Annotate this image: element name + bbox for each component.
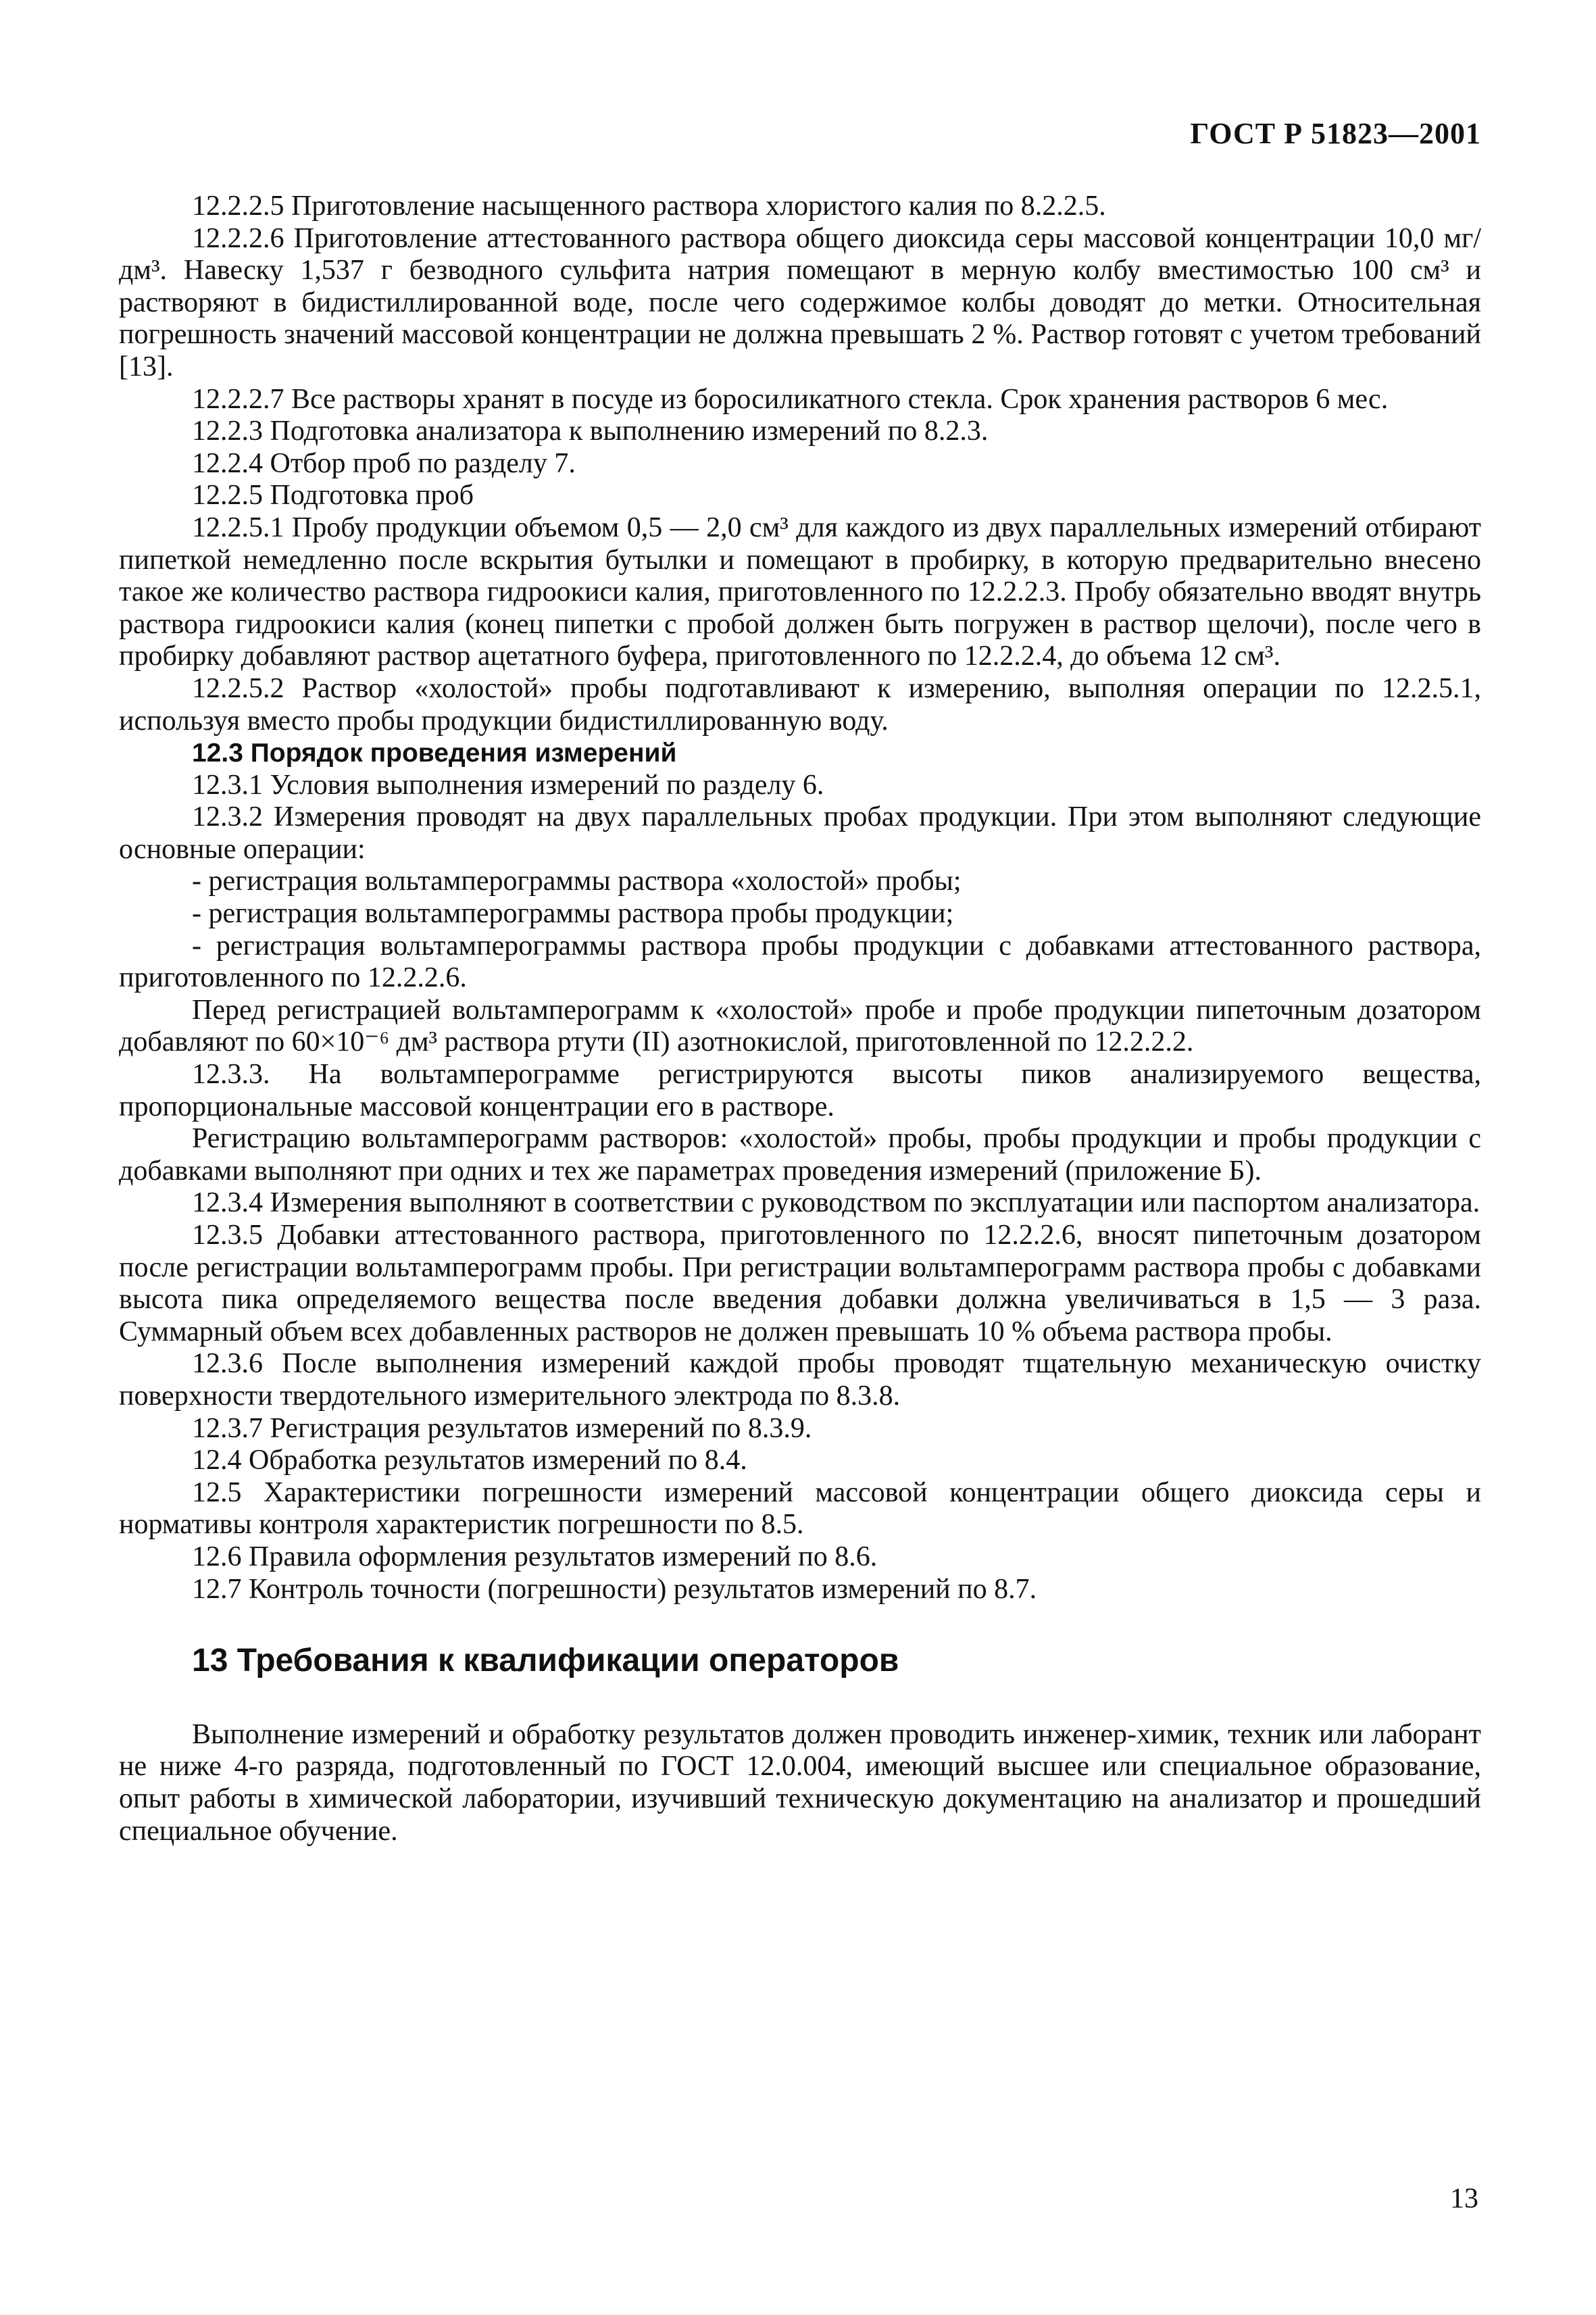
paragraph-12-3-2: 12.3.2 Измерения проводят на двух параллельных пробах продукции. При этом выполняют следующие основные операции: [119,801,1481,865]
section-title-13: 13 Требования к квалификации операторов [192,1643,899,1679]
paragraph-12-4: 12.4 Обработка результатов измерений по 8.4. [192,1445,747,1476]
paragraph-registration-parameters: Регистрацию вольтамперограмм растворов: «холостой» пробы, пробы продукции и пробы продукции с добавками выполняют при одних и тех же параметрах проведения измерений (приложение Б). [119,1123,1481,1187]
list-item-sample-with-additions: - регистрация вольтамперограммы раствора пробы продукции с добавками аттестованного раствора, приготовленного по 12.2.2.6. [119,930,1481,994]
document-standard-id: ГОСТ Р 51823—2001 [1190,117,1481,150]
paragraph-section-13: Выполнение измерений и обработку результатов должен проводить инженер-химик, техник или лаборант не ниже 4-го разряда, подготовленный по ГОСТ 12.0.004, имеющий высшее или специальное образование, опыт работы в химической лаборатории, изучивший техническую документацию на анализатор и прошедший специальное обучение. [119,1718,1481,1847]
list-item-product-sample: - регистрация вольтамперограммы раствора пробы продукции; [192,898,954,930]
document-body [119,191,1481,1847]
paragraph-12-2-5-2: 12.2.5.2 Раствор «холостой» пробы подготавливают к измерению, выполняя операции по 12.2.5.1, используя вместо пробы продукции бидистиллированную воду. [119,672,1481,737]
page-number: 13 [1450,2183,1478,2214]
paragraph-12-2-3: 12.2.3 Подготовка анализатора к выполнению измерений по 8.2.3. [192,416,989,447]
paragraph-12-3-5: 12.3.5 Добавки аттестованного раствора, приготовленного по 12.2.2.6, вносят пипеточным дозатором после регистрации вольтамперограмм пробы. При регистрации вольтамперограмм раствора пробы с добавками высота пика определяемого вещества после введения добавки должна увеличиваться в 1,5 — 3 раза. Суммарный объем всех добавленных растворов не должен превышать 10 % объема раствора пробы. [119,1220,1481,1347]
paragraph-12-3-6: 12.3.6 После выполнения измерений каждой пробы проводят тщательную механическую очистку поверхности твердотельного измерительного электрода по 8.3.8. [119,1348,1481,1412]
paragraph-12-7: 12.7 Контроль точности (погрешности) результатов измерений по 8.7. [192,1573,1037,1605]
paragraph-12-6: 12.6 Правила оформления результатов измерений по 8.6. [192,1541,878,1572]
paragraph-12-3-3: 12.3.3. На вольтамперограмме регистрируются высоты пиков анализируемого вещества, пропорциональные массовой концентрации его в растворе. [119,1059,1481,1122]
paragraph-12-2-5-1: 12.2.5.1 Пробу продукции объемом 0,5 — 2,0 см³ для каждого из двух параллельных измерений отбирают пипеткой немедленно после вскрытия бутылки и помещают в пробирку, в которую предварительно внесено такое же количество раствора гидроокиси калия, приготовленного по 12.2.2.3. Пробу обязательно вводят внутрь раствора гидроокиси калия (конец пипетки с пробой должен быть погружен в раствор щелочи), после чего в пробирку добавляют раствор ацетатного буфера, приготовленного по 12.2.2.4, до объема 12 см³. [119,512,1481,672]
paragraph-mercury-addition: Перед регистрацией вольтамперограмм к «холостой» пробе и пробе продукции пипеточным дозатором добавляют по 60×10⁻⁶ дм³ раствора ртути (II) азотнокислой, приготовленной по 12.2.2.2. [119,994,1481,1058]
paragraph-12-5: 12.5 Характеристики погрешности измерений массовой концентрации общего диоксида серы и нормативы контроля характеристик погрешности по 8.5. [119,1476,1481,1541]
paragraph-12-2-2-5: 12.2.2.5 Приготовление насыщенного раствора хлористого калия по 8.2.2.5. [192,191,1106,222]
paragraph-12-2-4: 12.2.4 Отбор проб по разделу 7. [192,447,576,479]
paragraph-12-2-2-7: 12.2.2.7 Все растворы хранят в посуде из боросиликатного стекла. Срок хранения растворов 6 мес. [192,383,1389,415]
paragraph-12-2-5: 12.2.5 Подготовка проб [192,480,474,512]
paragraph-12-3-4: 12.3.4 Измерения выполняют в соответствии с руководством по эксплуатации или паспортом анализатора. [192,1187,1480,1219]
paragraph-12-2-2-6: 12.2.2.6 Приготовление аттестованного раствора общего диоксида серы массовой концентрации 10,0 мг/дм³. Навеску 1,537 г безводного сульфита натрия помещают в мерную колбу вместимостью 100 см³ и растворяют в бидистиллированной воде, после чего содержимое колбы доводят до метки. Относительная погрешность значений массовой концентрации не должна превышать 2 %. Раствор готовят с учетом требований [13]. [119,222,1481,382]
paragraph-12-3-1: 12.3.1 Условия выполнения измерений по разделу 6. [192,769,824,801]
list-item-blank-sample: - регистрация вольтамперограммы раствора «холостой» пробы; [192,866,962,897]
subsection-heading-12-3: 12.3 Порядок проведения измерений [192,739,677,768]
paragraph-12-3-7: 12.3.7 Регистрация результатов измерений по 8.3.9. [192,1412,812,1444]
